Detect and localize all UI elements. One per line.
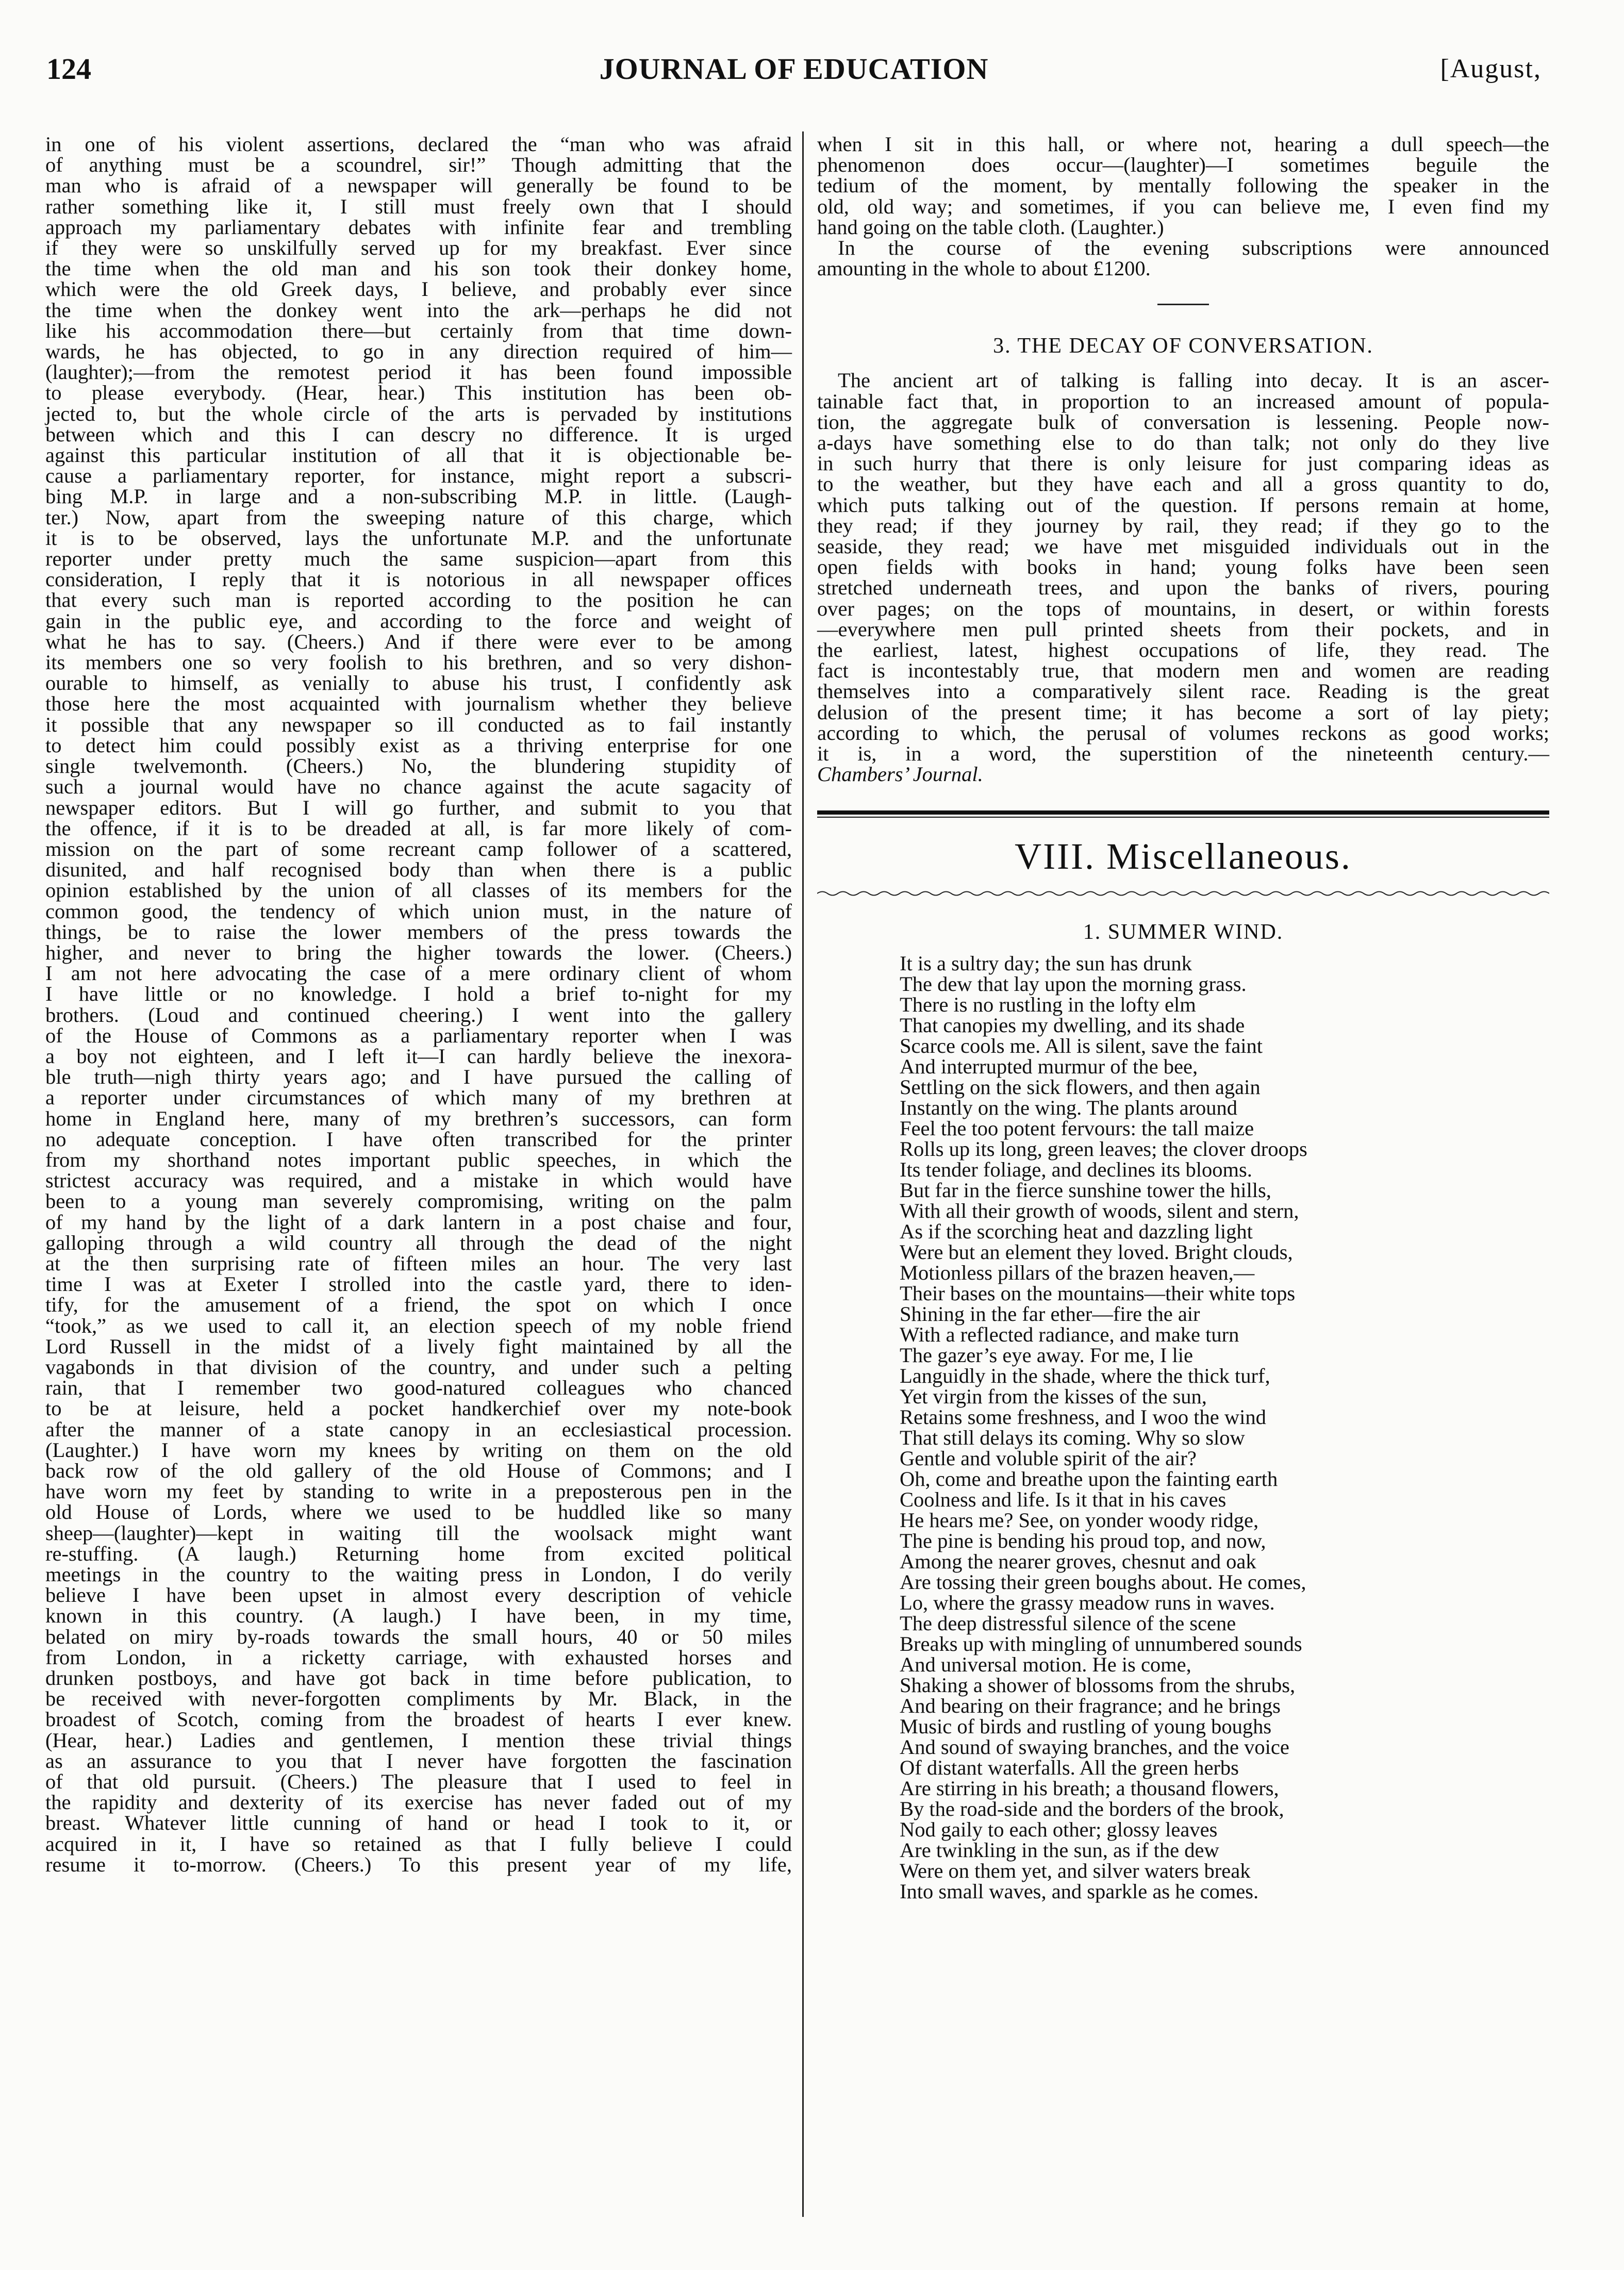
poem-line: That still delays its coming. Why so slow bbox=[900, 1426, 1245, 1450]
poem-line: With a reflected radiance, and make turn bbox=[900, 1323, 1239, 1347]
text-line: time I was at Exeter I strolled into the castle yard, there to iden- bbox=[45, 1272, 792, 1296]
poem-line: And universal motion. He is come, bbox=[900, 1653, 1191, 1677]
text-line: galloping through a wild country all through the dead of the night bbox=[45, 1231, 792, 1254]
poem-line: Feel the too potent fervours: the tall maize bbox=[900, 1117, 1254, 1140]
text-line: such a journal would have no chance against the acute sagacity of bbox=[45, 775, 792, 799]
text-line: jected to, but the whole circle of the arts is pervaded by institutions bbox=[45, 402, 792, 425]
text-line: the time when the old man and his son took their donkey home, bbox=[45, 257, 792, 280]
text-line: brothers. (Loud and continued cheering.) I went into the gallery bbox=[45, 1003, 792, 1026]
text-line: ble truth—nigh thirty years ago; and I have pursued the calling of bbox=[45, 1065, 792, 1089]
text-line: no adequate conception. I have often transcribed for the printer bbox=[45, 1127, 792, 1151]
text-line: when I sit in this hall, or where not, hearing a dull speech—the bbox=[817, 132, 1549, 156]
text-line: wards, he has objected, to go in any direction required of him— bbox=[45, 340, 792, 363]
text-line: old House of Lords, where we used to be huddled like so many bbox=[45, 1500, 792, 1524]
text-line: from my shorthand notes important public speeches, in which the bbox=[45, 1148, 792, 1171]
text-line: like his accommodation there—but certainly from that time down- bbox=[45, 319, 792, 342]
text-line: the rapidity and dexterity of its exercise has never faded out of my bbox=[45, 1791, 792, 1814]
text-line: higher, and never to bring the higher towards the lower. (Cheers.) bbox=[45, 940, 792, 964]
poem-line: He hears me? See, on yonder woody ridge, bbox=[900, 1509, 1259, 1532]
text-line: believe I have been upset in almost every description of vehicle bbox=[45, 1583, 792, 1607]
text-line: (Hear, hear.) Ladies and gentlemen, I mention these trivial things bbox=[45, 1728, 792, 1752]
poem-line: Gentle and voluble spirit of the air? bbox=[900, 1447, 1197, 1470]
text-line: the earliest, latest, highest occupations of life, they read. The bbox=[817, 638, 1549, 662]
text-line: hand going on the table cloth. (Laughter.) bbox=[817, 215, 1164, 239]
text-line: reporter under pretty much the same suspicion—apart from this bbox=[45, 547, 792, 571]
poem-line: Are tossing their green boughs about. He comes, bbox=[900, 1570, 1306, 1594]
text-line: breast. Whatever little cunning of hand or head I took to it, or bbox=[45, 1811, 792, 1835]
text-line: stretched underneath trees, and upon the banks of rivers, pouring bbox=[817, 576, 1549, 600]
poem-line: Coolness and life. Is it that in his caves bbox=[900, 1488, 1227, 1512]
text-line: phenomenon does occur—(laughter)—I sometimes beguile the bbox=[817, 153, 1549, 177]
text-line: drunken postboys, and have got back in time before publication, to bbox=[45, 1666, 792, 1690]
poem-line: And interrupted murmur of the bee, bbox=[900, 1055, 1198, 1079]
text-line: which puts talking out of the question. If persons remain at home, bbox=[817, 493, 1549, 517]
text-line: to detect him could possibly exist as a thriving enterprise for one bbox=[45, 733, 792, 757]
text-line: tify, for the amusement of a friend, the spot on which I once bbox=[45, 1293, 792, 1317]
poem-line: Were on them yet, and silver waters break bbox=[900, 1859, 1251, 1883]
text-line: in one of his violent assertions, declared the “man who was afraid bbox=[45, 132, 792, 156]
page-number: 124 bbox=[46, 52, 91, 86]
text-line: those here the most acquainted with journalism whether they believe bbox=[45, 692, 792, 716]
text-line: things, be to raise the lower members of the press towards the bbox=[45, 920, 792, 943]
text-line: of that old pursuit. (Cheers.) The pleasure that I used to feel in bbox=[45, 1770, 792, 1794]
text-line: gain in the public eye, and according to the force and weight of bbox=[45, 609, 792, 633]
poem-line: Yet virgin from the kisses of the sun, bbox=[900, 1385, 1207, 1409]
text-line: newspaper editors. But I will go further, and submit to you that bbox=[45, 796, 792, 819]
poem-line: Shaking a shower of blossoms from the shrubs, bbox=[900, 1673, 1296, 1697]
text-line: bing M.P. in large and a non-subscribing M.P. in little. (Laugh- bbox=[45, 485, 792, 508]
poem-line: As if the scorching heat and dazzling light bbox=[900, 1220, 1253, 1244]
text-line: man who is afraid of a newspaper will generally be found to be bbox=[45, 174, 792, 197]
text-line: a boy not eighteen, and I left it—I can hardly believe the inexora- bbox=[45, 1044, 792, 1068]
text-line: at the then surprising rate of fifteen miles an hour. The very last bbox=[45, 1251, 792, 1275]
text-line: been to a young man severely compromising, writing on the palm bbox=[45, 1189, 792, 1213]
poem-line: Its tender foliage, and declines its blooms. bbox=[900, 1158, 1252, 1182]
poem bbox=[817, 953, 1549, 1902]
text-line: known in this country. (A laugh.) I have been, in my time, bbox=[45, 1604, 792, 1628]
conversation-heading: 3. THE DECAY OF CONVERSATION. bbox=[993, 334, 1373, 358]
poem-line: That canopies my dwelling, and its shade bbox=[900, 1014, 1245, 1037]
poem-line: Are twinkling in the sun, as if the dew bbox=[900, 1838, 1219, 1862]
text-line: ter.) Now, apart from the sweeping nature of this charge, which bbox=[45, 505, 792, 529]
poem-line: Nod gaily to each other; glossy leaves bbox=[900, 1818, 1218, 1842]
poem-title: 1. SUMMER WIND. bbox=[1083, 920, 1284, 945]
text-line: sheep—(laughter)—kept in waiting till the woolsack might want bbox=[45, 1521, 792, 1545]
text-line: I have little or no knowledge. I hold a brief to-night for my bbox=[45, 982, 792, 1006]
poem-line: With all their growth of woods, silent and stern, bbox=[900, 1199, 1299, 1223]
text-line: that every such man is reported according to the position he can bbox=[45, 588, 792, 612]
text-line: resume it to-morrow. (Cheers.) To this present year of my life, bbox=[45, 1852, 792, 1876]
text-line: strictest accuracy was required, and a mistake in which would have bbox=[45, 1169, 792, 1192]
poem-line: Among the nearer groves, chesnut and oak bbox=[900, 1550, 1256, 1573]
text-line: open fields with books in hand; young folks have been seen bbox=[817, 555, 1549, 579]
text-line: rain, that I remember two good-natured colleagues who chanced bbox=[45, 1376, 792, 1400]
text-line: between which and this I can descry no difference. It is urged bbox=[45, 422, 792, 446]
right-column bbox=[817, 134, 1549, 1902]
poem-line: Retains some freshness, and I woo the wind bbox=[900, 1405, 1266, 1429]
poem-line: Music of birds and rustling of young boughs bbox=[900, 1715, 1272, 1738]
poem-line: Instantly on the wing. The plants around bbox=[900, 1096, 1238, 1120]
wavy-rule bbox=[817, 890, 1549, 897]
text-line: of the House of Commons as a parliamentary reporter when I was bbox=[45, 1023, 792, 1047]
text-line: to please everybody. (Hear, hear.) This institution has been ob- bbox=[45, 381, 792, 405]
poem-line: Settling on the sick flowers, and then again bbox=[900, 1075, 1261, 1099]
text-line: as an assurance to you that I never have forgotten the fascination bbox=[45, 1749, 792, 1772]
journal-title: JOURNAL OF EDUCATION bbox=[599, 52, 989, 86]
text-line: meetings in the country to the waiting press in London, I do verily bbox=[45, 1563, 792, 1586]
text-line: delusion of the present time; it has become a sort of lay piety; bbox=[817, 700, 1549, 724]
text-line: it is, in a word, the superstition of the nineteenth century.— bbox=[817, 742, 1549, 766]
conversation-article bbox=[817, 370, 1549, 764]
text-line: after the manner of a state canopy in an ecclesiastical procession. bbox=[45, 1417, 792, 1441]
speech-continuation bbox=[817, 134, 1549, 238]
text-line: (Laughter.) I have worn my knees by writing on them on the old bbox=[45, 1438, 792, 1462]
section-rule-thin bbox=[817, 817, 1549, 818]
text-line: mission on the part of some recreant camp follower of a scattered, bbox=[45, 837, 792, 860]
text-line: single twelvemonth. (Cheers.) No, the blundering stupidity of bbox=[45, 754, 792, 778]
poem-line: Lo, where the grassy meadow runs in waves. bbox=[900, 1591, 1275, 1615]
text-line: to be at leisure, held a pocket handkerchief over my note-book bbox=[45, 1397, 792, 1420]
poem-line: Into small waves, and sparkle as he comes. bbox=[900, 1880, 1259, 1903]
text-line: which were the old Greek days, I believe, and probably ever since bbox=[45, 277, 792, 301]
text-line: amounting in the whole to about £1200. bbox=[817, 257, 1151, 280]
text-line: old, old way; and sometimes, if you can believe me, I even find my bbox=[817, 194, 1549, 218]
text-line: the time when the donkey went into the ark—perhaps he did not bbox=[45, 298, 792, 322]
column-divider bbox=[802, 131, 804, 2217]
text-line: disunited, and half recognised body than when there is a public bbox=[45, 858, 792, 882]
text-line: Lord Russell in the midst of a lively fight maintained by all the bbox=[45, 1334, 792, 1358]
text-line: the offence, if it is to be dreaded at all, is far more likely of com- bbox=[45, 816, 792, 840]
text-line: opinion established by the union of all classes of its members for the bbox=[45, 879, 792, 902]
text-line: in such hurry that there is only leisure for just comparing ideas as bbox=[817, 452, 1549, 475]
poem-line: But far in the fierce sunshine tower the hills, bbox=[900, 1179, 1271, 1202]
text-line: be received with never-forgotten compliments by Mr. Black, in the bbox=[45, 1687, 792, 1711]
section-title: VIII. Miscellaneous. bbox=[1015, 836, 1352, 877]
text-line: belated on miry by-roads towards the small hours, 40 or 50 miles bbox=[45, 1625, 792, 1648]
poem-line: Scarce cools me. All is silent, save the faint bbox=[900, 1034, 1263, 1058]
left-column bbox=[45, 134, 792, 1875]
conversation-source: Chambers’ Journal. bbox=[817, 763, 983, 786]
poem-line: Oh, come and breathe upon the fainting earth bbox=[900, 1467, 1278, 1491]
text-line: common good, the tendency of which union must, in the nature of bbox=[45, 899, 792, 923]
poem-line: The deep distressful silence of the scene bbox=[900, 1612, 1236, 1635]
poem-line: And bearing on their fragrance; and he brings bbox=[900, 1694, 1281, 1718]
text-line: home in England here, many of my brethren’s successors, can form bbox=[45, 1106, 792, 1130]
text-line: from London, in a ricketty carriage, with exhausted horses and bbox=[45, 1645, 792, 1669]
poem-line: It is a sultry day; the sun has drunk bbox=[900, 952, 1192, 975]
poem-line: The pine is bending his proud top, and now, bbox=[900, 1529, 1266, 1553]
text-line: tedium of the moment, by mentally following the speaker in the bbox=[817, 174, 1549, 197]
text-line: consideration, I reply that it is notorious in all newspaper offices bbox=[45, 568, 792, 591]
text-line: they read; if they journey by rail, they read; if they go to the bbox=[817, 513, 1549, 537]
text-line: its members one so very foolish to his brethren, and so very dishon- bbox=[45, 651, 792, 674]
text-line: In the course of the evening subscriptions were announced bbox=[838, 236, 1549, 260]
text-line: ourable to himself, as venially to abuse his trust, I confidently ask bbox=[45, 671, 792, 695]
poem-line: Are stirring in his breath; a thousand flowers, bbox=[900, 1777, 1279, 1800]
text-line: The ancient art of talking is falling into decay. It is an ascer- bbox=[838, 369, 1549, 392]
text-line: according to which, the perusal of volumes reckons as good works; bbox=[817, 721, 1549, 744]
text-line: re-stuffing. (A laugh.) Returning home from excited political bbox=[45, 1542, 792, 1565]
text-line: to the weather, but they have each and all a gross quantity to do, bbox=[817, 472, 1549, 496]
text-line: it is to be observed, lays the unfortunate M.P. and the unfortunate bbox=[45, 526, 792, 550]
text-line: over pages; on the tops of mountains, in desert, or within forests bbox=[817, 597, 1549, 620]
text-line: themselves into a comparatively silent race. Reading is the great bbox=[817, 680, 1549, 703]
poem-line: Motionless pillars of the brazen heaven,— bbox=[900, 1261, 1255, 1285]
subscriptions-paragraph bbox=[817, 238, 1549, 279]
header-month: [August, bbox=[1440, 54, 1542, 84]
text-line: —everywhere men pull printed sheets from their pockets, and in bbox=[817, 617, 1549, 641]
text-line: acquired in it, I have so retained as that I fully believe I could bbox=[45, 1832, 792, 1855]
text-line: (laughter);—from the remotest period it has been found impossible bbox=[45, 360, 792, 384]
text-line: if they were so unskilfully served up for my breakfast. Ever since bbox=[45, 236, 792, 260]
poem-line: There is no rustling in the lofty elm bbox=[900, 993, 1196, 1017]
poem-line: Rolls up its long, green leaves; the clover droops bbox=[900, 1137, 1307, 1161]
text-line: tion, the aggregate bulk of conversation is lessening. People now- bbox=[817, 410, 1549, 434]
text-line: rather something like it, I still must freely own that I should bbox=[45, 194, 792, 218]
text-line: I am not here advocating the case of a mere ordinary client of whom bbox=[45, 962, 792, 985]
running-header bbox=[46, 52, 1542, 98]
text-line: a reporter under circumstances of which many of my brethren at bbox=[45, 1086, 792, 1109]
poem-line: Were but an element they loved. Bright clouds, bbox=[900, 1240, 1293, 1264]
text-line: have worn my feet by standing to write in a preposterous pen in the bbox=[45, 1480, 792, 1503]
text-line: tainable fact that, in proportion to an increased amount of popula- bbox=[817, 389, 1549, 413]
text-line: vagabonds in that division of the country, and under such a pelting bbox=[45, 1355, 792, 1379]
section-separator bbox=[1157, 304, 1209, 305]
poem-line: Their bases on the mountains—their white tops bbox=[900, 1282, 1296, 1305]
poem-line: The dew that lay upon the morning grass. bbox=[900, 972, 1247, 996]
text-line: of my hand by the light of a dark lantern in a post chaise and four, bbox=[45, 1210, 792, 1234]
text-line: cause a parliamentary reporter, for instance, might report a subscri- bbox=[45, 464, 792, 488]
section-rule-thick bbox=[817, 810, 1549, 815]
poem-line: Shining in the far ether—fire the air bbox=[900, 1302, 1200, 1326]
text-line: of anything must be a scoundrel, sir!” Though admitting that the bbox=[45, 153, 792, 177]
poem-line: Of distant waterfalls. All the green herbs bbox=[900, 1756, 1239, 1780]
text-line: a-days have something else to do than talk; not only do they live bbox=[817, 431, 1549, 455]
text-line: back row of the old gallery of the old House of Commons; and I bbox=[45, 1459, 792, 1482]
poem-line: Breaks up with mingling of unnumbered sounds bbox=[900, 1632, 1302, 1656]
text-line: approach my parliamentary debates with infinite fear and trembling bbox=[45, 215, 792, 239]
text-line: it possible that any newspaper so ill conducted as to fail instantly bbox=[45, 713, 792, 736]
poem-line: And sound of swaying branches, and the voice bbox=[900, 1735, 1289, 1759]
text-line: fact is incontestably true, that modern men and women are reading bbox=[817, 659, 1549, 683]
text-line: broadest of Scotch, coming from the broadest of hearts I ever knew. bbox=[45, 1708, 792, 1731]
text-line: “took,” as we used to call it, an election speech of my noble friend bbox=[45, 1314, 792, 1337]
poem-line: Languidly in the shade, where the thick turf, bbox=[900, 1364, 1270, 1388]
text-line: what he has to say. (Cheers.) And if there were ever to be among bbox=[45, 629, 792, 653]
text-line: against this particular institution of all that it is objectionable be- bbox=[45, 443, 792, 467]
text-line: seaside, they read; we have met misguided individuals out in the bbox=[817, 535, 1549, 558]
poem-line: The gazer’s eye away. For me, I lie bbox=[900, 1344, 1193, 1367]
poem-line: By the road-side and the borders of the brook, bbox=[900, 1797, 1284, 1821]
